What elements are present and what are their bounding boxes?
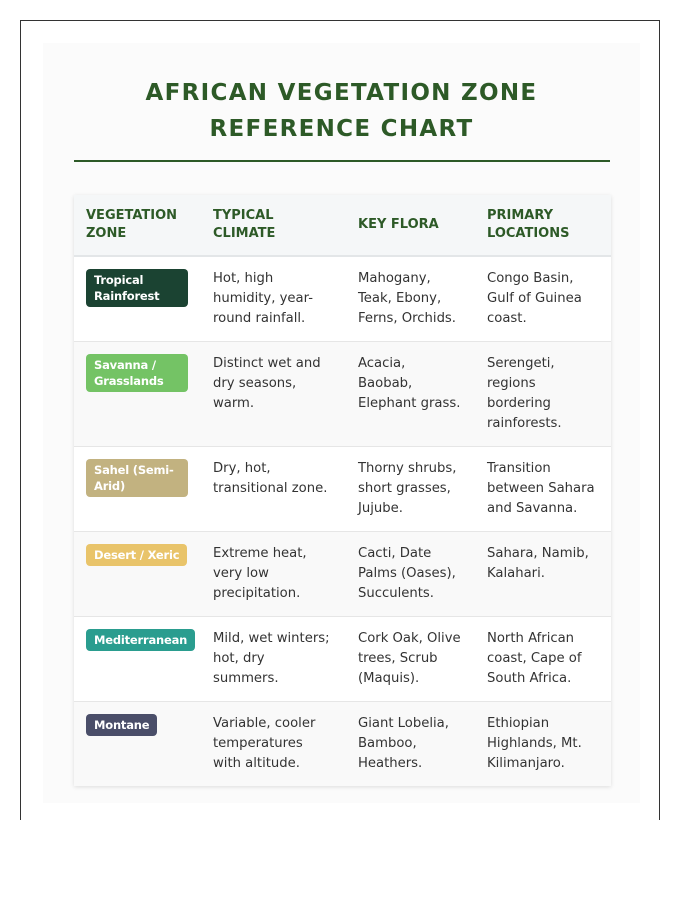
locations-cell: Sahara, Namib, Kalahari. bbox=[475, 532, 611, 617]
table-row bbox=[74, 342, 611, 447]
header-primary-locations: PRIMARY LOCATIONS bbox=[475, 195, 611, 256]
zone-cell bbox=[74, 617, 201, 702]
flora-cell: Mahogany, Teak, Ebony, Ferns, Orchids. bbox=[346, 256, 475, 342]
page-frame bbox=[20, 20, 660, 820]
table-row bbox=[74, 617, 611, 702]
zone-badge: Mediterranean bbox=[86, 629, 195, 651]
table-row bbox=[74, 702, 611, 787]
locations-cell: North African coast, Cape of South Africa. bbox=[475, 617, 611, 702]
locations-cell: Transition between Sahara and Savanna. bbox=[475, 447, 611, 532]
zone-badge: Tropical Rainforest bbox=[86, 269, 188, 307]
table-row bbox=[74, 447, 611, 532]
zone-badge: Montane bbox=[86, 714, 157, 736]
title-divider bbox=[74, 160, 610, 162]
flora-cell: Cork Oak, Olive trees, Scrub (Maquis). bbox=[346, 617, 475, 702]
table-row bbox=[74, 256, 611, 342]
climate-cell: Mild, wet winters; hot, dry summers. bbox=[201, 617, 346, 702]
climate-cell: Variable, cooler temperatures with altitude. bbox=[201, 702, 346, 787]
climate-cell: Distinct wet and dry seasons, warm. bbox=[201, 342, 346, 447]
table-row bbox=[74, 532, 611, 617]
flora-cell: Acacia, Baobab, Elephant grass. bbox=[346, 342, 475, 447]
zone-cell bbox=[74, 447, 201, 532]
table-header-row bbox=[74, 195, 611, 256]
page-title: AFRICAN VEGETATION ZONE REFERENCE CHART bbox=[145, 80, 538, 142]
flora-cell: Giant Lobelia, Bamboo, Heathers. bbox=[346, 702, 475, 787]
flora-cell: Thorny shrubs, short grasses, Jujube. bbox=[346, 447, 475, 532]
zone-badge: Savanna / Grasslands bbox=[86, 354, 188, 392]
zone-badge: Desert / Xeric bbox=[86, 544, 187, 566]
climate-cell: Hot, high humidity, year-round rainfall. bbox=[201, 256, 346, 342]
zone-cell bbox=[74, 342, 201, 447]
chart-container bbox=[43, 43, 640, 803]
zone-cell bbox=[74, 256, 201, 342]
locations-cell: Serengeti, regions bordering rainforests. bbox=[475, 342, 611, 447]
zone-cell bbox=[74, 702, 201, 787]
vegetation-table-card bbox=[74, 195, 611, 786]
header-key-flora: KEY FLORA bbox=[346, 195, 475, 256]
locations-cell: Ethiopian Highlands, Mt. Kilimanjaro. bbox=[475, 702, 611, 787]
header-typical-climate: TYPICAL CLIMATE bbox=[201, 195, 346, 256]
flora-cell: Cacti, Date Palms (Oases), Succulents. bbox=[346, 532, 475, 617]
locations-cell: Congo Basin, Gulf of Guinea coast. bbox=[475, 256, 611, 342]
climate-cell: Extreme heat, very low precipitation. bbox=[201, 532, 346, 617]
zone-badge: Sahel (Semi-Arid) bbox=[86, 459, 188, 497]
header-vegetation-zone: VEGETATION ZONE bbox=[74, 195, 201, 256]
zone-cell bbox=[74, 532, 201, 617]
vegetation-table bbox=[74, 195, 611, 786]
climate-cell: Dry, hot, transitional zone. bbox=[201, 447, 346, 532]
